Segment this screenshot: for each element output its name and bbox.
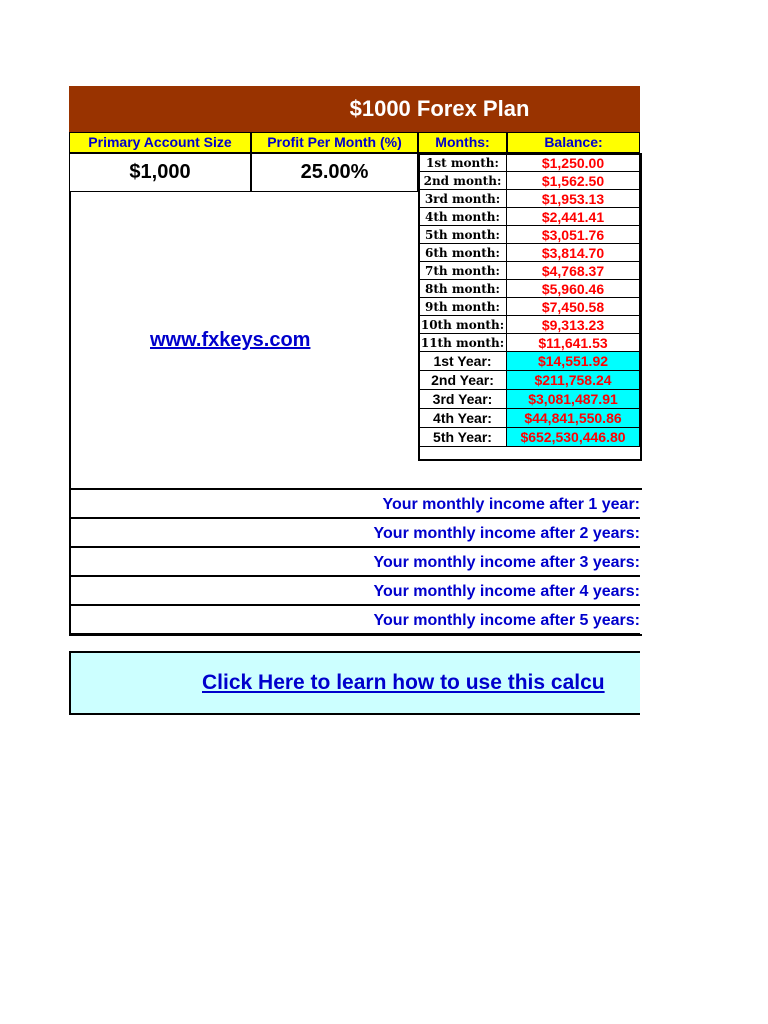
month-balance: $11,641.53 (507, 334, 640, 352)
month-label: 11th month: (419, 334, 507, 352)
income-row-1: Your monthly income after 1 year: (69, 490, 640, 519)
year-balance: $652,530,446.80 (507, 428, 640, 447)
month-row (419, 262, 640, 280)
year-row (419, 371, 640, 390)
header-balance: Balance: (507, 132, 640, 153)
month-balance: $1,953.13 (507, 190, 640, 208)
month-balance: $3,051.76 (507, 226, 640, 244)
month-balance: $1,250.00 (507, 154, 640, 172)
page-title: $1000 Forex Plan (349, 96, 530, 121)
month-label: 4th month: (419, 208, 507, 226)
help-link[interactable]: Click Here to learn how to use this calcu (202, 671, 605, 694)
income-row-5: Your monthly income after 5 years: (69, 606, 640, 635)
year-row (419, 390, 640, 409)
year-balance: $14,551.92 (507, 352, 640, 371)
month-balance: $5,960.46 (507, 280, 640, 298)
month-row (419, 298, 640, 316)
header-months: Months: (418, 132, 507, 153)
year-label: 4th Year: (419, 409, 507, 428)
website-link[interactable]: www.fxkeys.com (150, 329, 311, 351)
year-label: 2nd Year: (419, 371, 507, 390)
month-row (419, 226, 640, 244)
month-row (419, 172, 640, 190)
year-label: 1st Year: (419, 352, 507, 371)
header-profit-per-month: Profit Per Month (%) (251, 132, 418, 153)
month-label: 10th month: (419, 316, 507, 334)
month-row (419, 154, 640, 172)
help-box (69, 651, 640, 715)
month-label: 8th month: (419, 280, 507, 298)
year-balance: $211,758.24 (507, 371, 640, 390)
account-size-input[interactable]: $1,000 (69, 153, 251, 192)
month-balance: $4,768.37 (507, 262, 640, 280)
year-row (419, 352, 640, 371)
month-label: 2nd month: (419, 172, 507, 190)
month-row (419, 208, 640, 226)
header-account-size: Primary Account Size (69, 132, 251, 153)
month-label: 5th month: (419, 226, 507, 244)
month-row (419, 316, 640, 334)
year-label: 3rd Year: (419, 390, 507, 409)
month-row (419, 190, 640, 208)
year-balance: $3,081,487.91 (507, 390, 640, 409)
month-balance: $9,313.23 (507, 316, 640, 334)
month-row (419, 244, 640, 262)
month-row (419, 334, 640, 352)
month-balance: $2,441.41 (507, 208, 640, 226)
income-row-4: Your monthly income after 4 years: (69, 577, 640, 606)
year-row (419, 428, 640, 447)
month-label: 7th month: (419, 262, 507, 280)
balance-table (418, 153, 640, 447)
income-row-2: Your monthly income after 2 years: (69, 519, 640, 548)
profit-per-month-input[interactable]: 25.00% (251, 153, 418, 192)
month-label: 1st month: (419, 154, 507, 172)
month-balance: $3,814.70 (507, 244, 640, 262)
income-row-3: Your monthly income after 3 years: (69, 548, 640, 577)
year-balance: $44,841,550.86 (507, 409, 640, 428)
month-label: 9th month: (419, 298, 507, 316)
year-label: 5th Year: (419, 428, 507, 447)
year-row (419, 409, 640, 428)
month-label: 6th month: (419, 244, 507, 262)
month-label: 3rd month: (419, 190, 507, 208)
month-row (419, 280, 640, 298)
title-bar (69, 86, 640, 132)
month-balance: $7,450.58 (507, 298, 640, 316)
month-balance: $1,562.50 (507, 172, 640, 190)
